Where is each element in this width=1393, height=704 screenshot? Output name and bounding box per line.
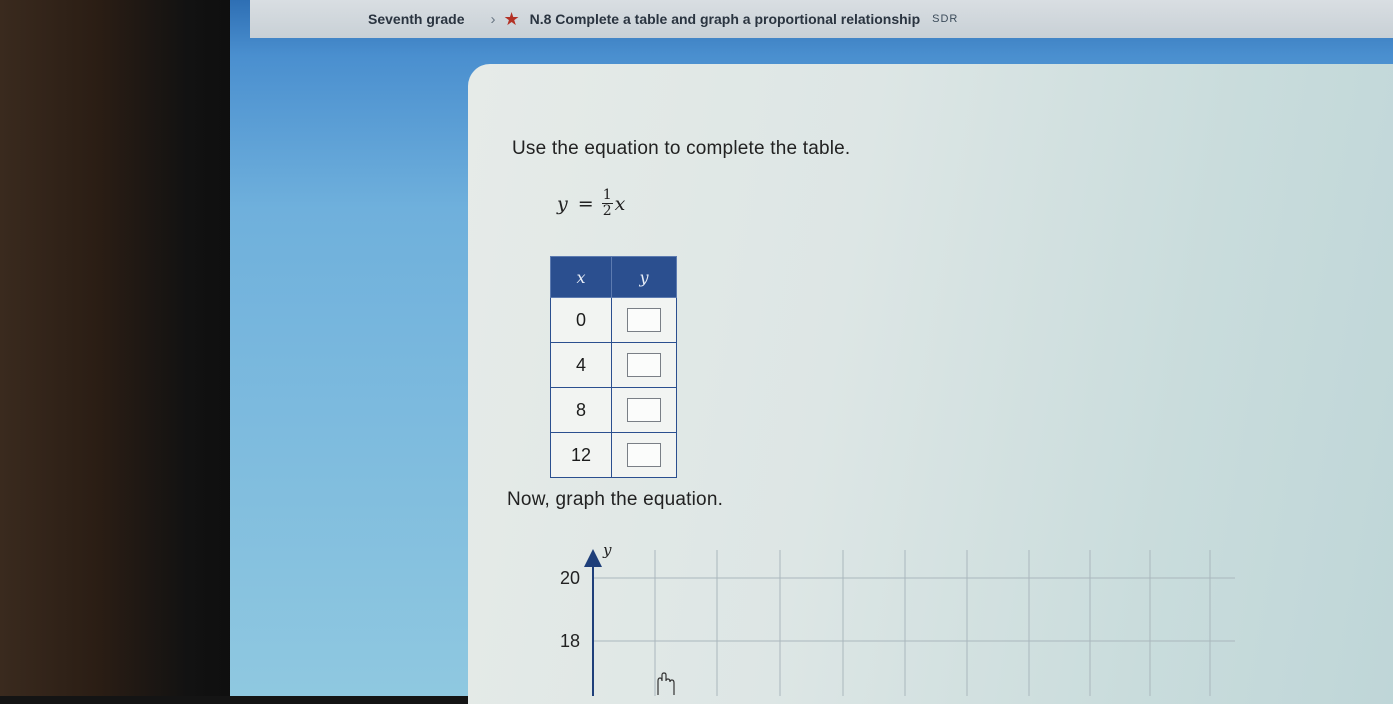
skill-title: N.8 Complete a table and graph a proportional relationship <box>529 11 921 27</box>
table-row <box>551 433 677 478</box>
graph-grid[interactable] <box>520 535 1240 696</box>
breadcrumb-grade-link[interactable]: Seventh grade <box>368 11 465 27</box>
y-answer-input[interactable] <box>627 308 661 332</box>
star-icon: ★ <box>503 8 520 29</box>
y-answer-input[interactable] <box>627 353 661 377</box>
chevron-right-icon: › <box>490 10 496 28</box>
y-tick-label: 18 <box>560 631 581 651</box>
fraction-numerator: 1 <box>602 187 612 203</box>
equation <box>557 188 625 219</box>
table-row <box>551 388 677 433</box>
xy-table <box>550 256 677 478</box>
x-value-cell: 8 <box>551 388 612 433</box>
x-value-cell: 0 <box>551 298 612 343</box>
y-answer-cell <box>612 388 677 433</box>
equation-variable: x <box>614 192 626 215</box>
hand-pointer-icon <box>652 672 678 696</box>
x-value-cell: 12 <box>551 433 612 478</box>
table-header-x: x <box>551 257 612 298</box>
y-axis-label: y <box>603 541 612 559</box>
y-tick-label: 20 <box>560 568 581 588</box>
graph-instruction: Now, graph the equation. <box>507 489 724 510</box>
question-instruction: Use the equation to complete the table. <box>512 138 851 159</box>
x-value-cell: 4 <box>551 343 612 388</box>
y-answer-input[interactable] <box>627 398 661 422</box>
skill-code: SDR <box>932 13 959 25</box>
fraction-denominator: 2 <box>602 203 612 219</box>
breadcrumb <box>250 0 1393 38</box>
y-axis-arrow-icon <box>584 549 602 567</box>
y-answer-cell <box>612 298 677 343</box>
table-header-row <box>551 257 677 298</box>
table-header-y: y <box>612 257 677 298</box>
monitor-bezel <box>0 0 250 696</box>
y-answer-input[interactable] <box>627 443 661 467</box>
equation-fraction <box>602 188 613 219</box>
grid-lines <box>593 550 1235 696</box>
y-answer-cell <box>612 343 677 388</box>
table-row <box>551 298 677 343</box>
y-answer-cell <box>612 433 677 478</box>
equation-equals: = <box>577 192 594 215</box>
table-row <box>551 343 677 388</box>
equation-lhs: y <box>557 192 568 215</box>
